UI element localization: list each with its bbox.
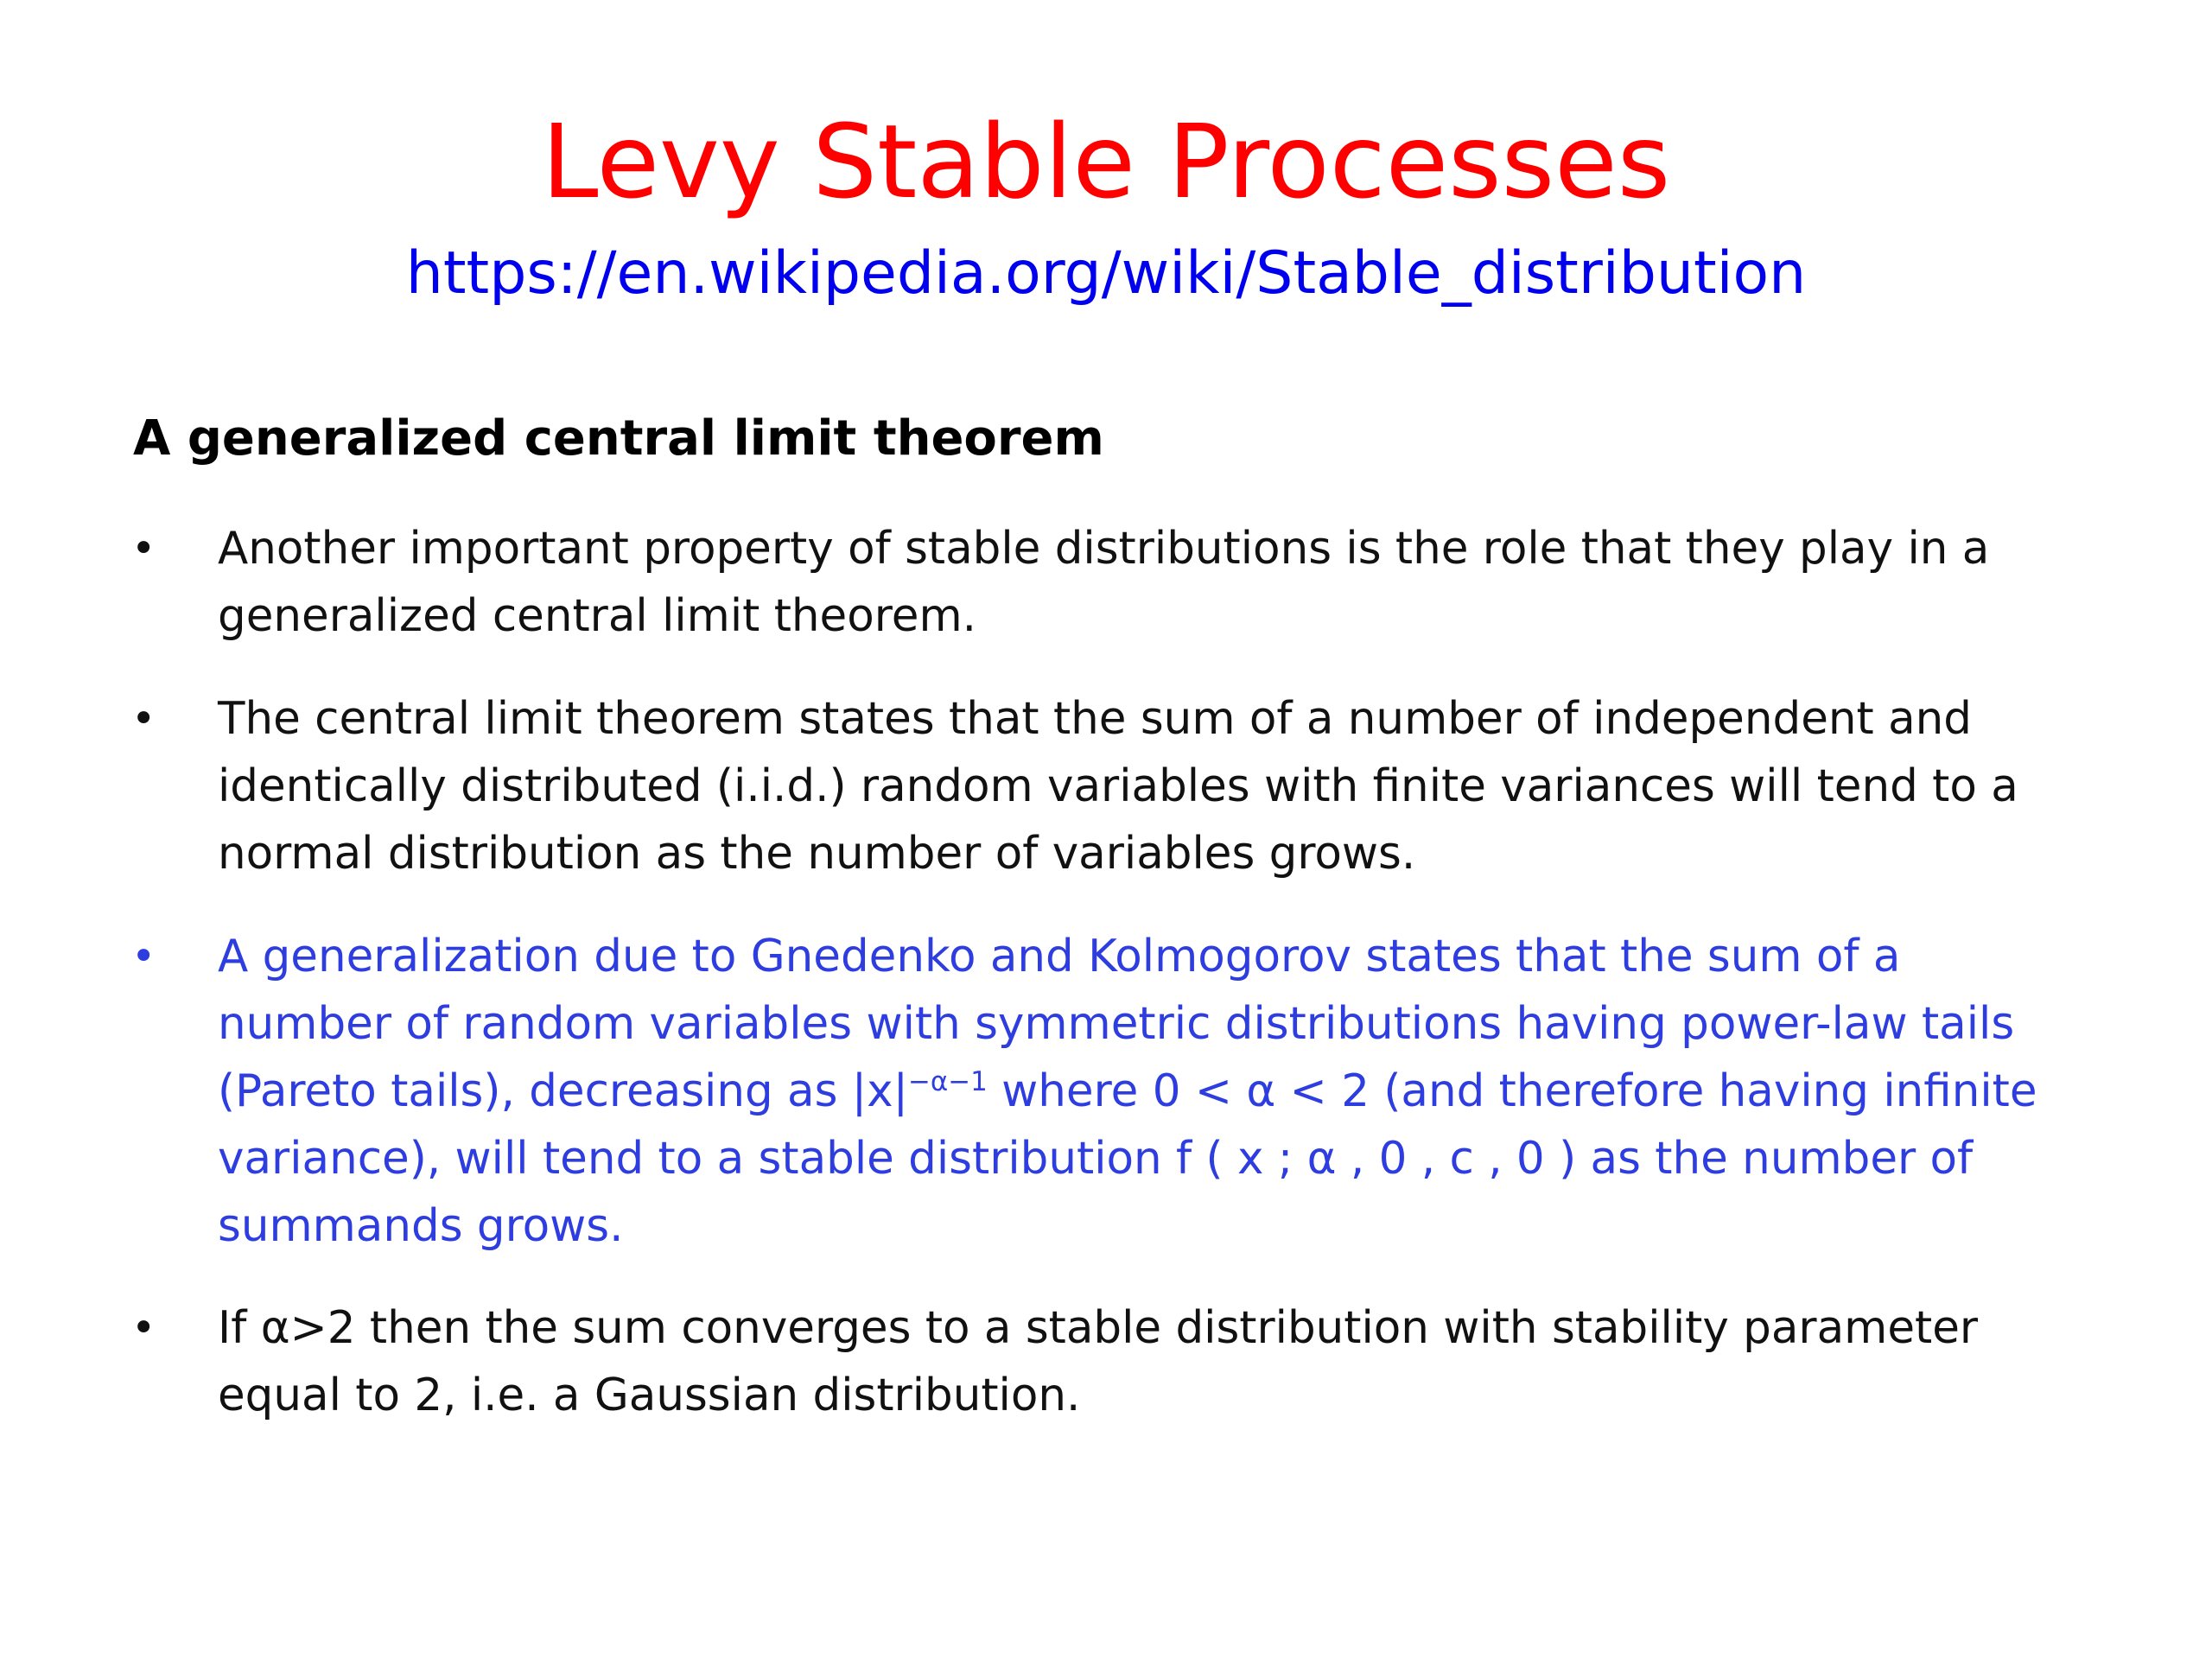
bullet-line: number of random variables with symmetric distributions having power-law tails bbox=[218, 998, 2015, 1050]
bullet-line: variance), will tend to a stable distribution f ( x ; α , 0 , c , 0 ) as the number of bbox=[218, 1133, 1974, 1185]
bullet-line: The central limit theorem states that the sum of a number of independent and bbox=[218, 693, 1972, 745]
slide-title: Levy Stable Processes bbox=[541, 102, 1671, 221]
bullet-line: generalized central limit theorem. bbox=[218, 590, 977, 642]
bullet-icon: • bbox=[131, 524, 156, 573]
section-heading: A generalized central limit theorem bbox=[133, 410, 1104, 467]
bullet-line: summands grows. bbox=[218, 1200, 624, 1252]
bullet-line: normal distribution as the number of variables grows. bbox=[218, 828, 1416, 880]
bullet-text bbox=[218, 685, 2058, 887]
bullet-icon: • bbox=[131, 695, 156, 743]
formula-exponent: −α−1 bbox=[907, 1065, 988, 1097]
bullet-text bbox=[218, 1294, 2058, 1429]
bullet-icon: • bbox=[131, 1304, 156, 1352]
bullet-line: identically distributed (i.i.d.) random variables with finite variances will tend to a bbox=[218, 760, 2018, 812]
bullet-text bbox=[218, 515, 2058, 650]
bullet-line: If α>2 then the sum converges to a stable distribution with stability parameter bbox=[218, 1302, 1979, 1354]
bullet-line: A generalization due to Gnedenko and Kolmogorov states that the sum of a bbox=[218, 931, 1901, 982]
bullet-line-formula bbox=[218, 1058, 2058, 1125]
bullet-icon: • bbox=[131, 932, 156, 981]
formula-prefix: (Pareto tails), decreasing as |x| bbox=[218, 1065, 908, 1117]
formula-suffix: where 0 < α < 2 (and therefore having infinite bbox=[1001, 1065, 2037, 1117]
bullet-text bbox=[218, 923, 2058, 1260]
bullet-line: Another important property of stable distributions is the role that they play in a bbox=[218, 523, 1990, 575]
bullet-line: equal to 2, i.e. a Gaussian distribution. bbox=[218, 1370, 1081, 1421]
wikipedia-link[interactable]: https://en.wikipedia.org/wiki/Stable_distribution bbox=[405, 239, 1807, 308]
